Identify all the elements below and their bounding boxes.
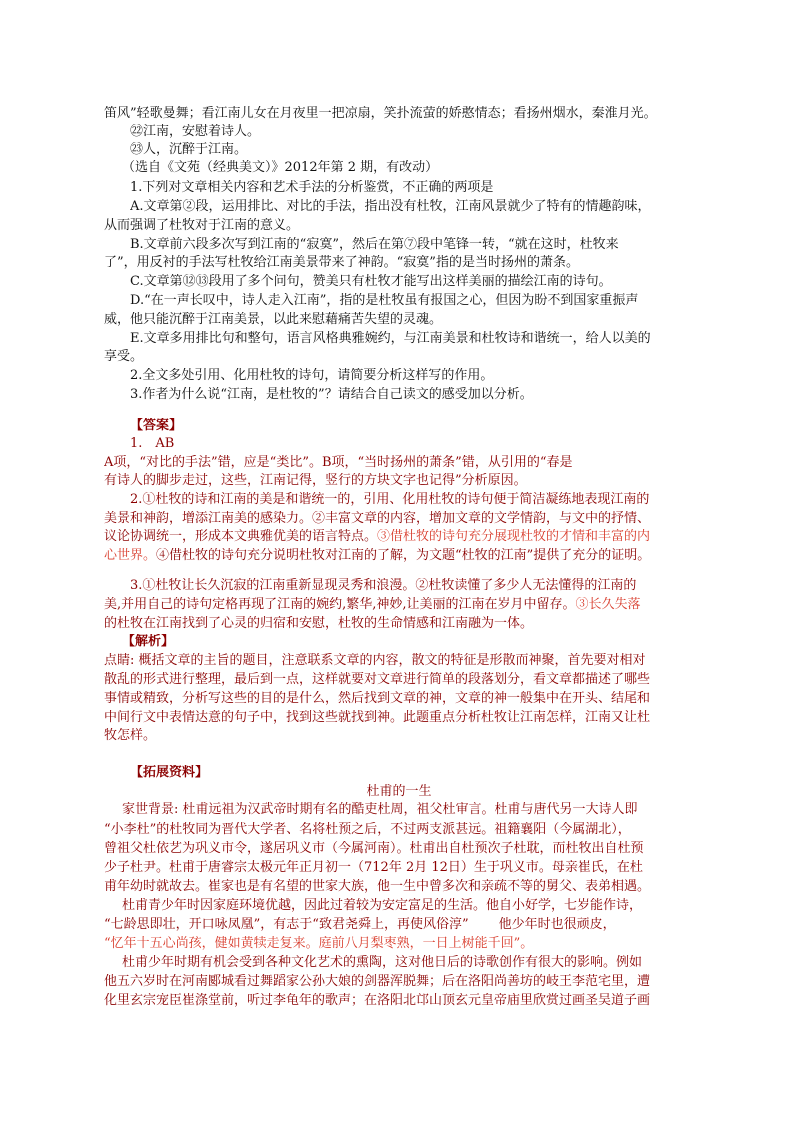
option-d-cont: 威，他只能沉醉于江南美景，以此来慰藉痛苦失望的灵魂。 [104,312,443,327]
extension-line: 杜甫青少年时因家庭环境优越，因此过着较为安定富足的生活。他自小好学，七岁能作诗， [122,898,643,913]
extension-line [104,917,694,933]
question-3: 3.作者为什么说“江南，是杜牧的”？请结合自己读文的感受加以分析。 [130,387,533,402]
answer-2-highlight: 心世界。 [104,548,157,563]
answer-2-segment: 议论协调统一，形成本文典雅优美的语言特点。 [104,529,378,544]
option-a-cont: 从而强调了杜牧对于江南的意义。 [104,218,300,233]
answer-3-segment: 美,并用自己的诗句定格再现了江南的婉约,繁华,神妙,让美丽的江南在岁月中留存。 [104,597,576,612]
answer-2-line [104,548,694,564]
answer-2-segment: ④借杜牧的诗句充分说明杜牧对江南的了解，为文题“杜牧的江南”提供了充分的证明。 [156,548,651,563]
extension-line: 少子杜尹。杜甫于唐睿宗太极元年正月初一（712年 2月 12日）生于巩义市。母亲崔氏，在杜 [104,860,643,875]
extension-line: 他五六岁时在河南郾城看过舞蹈家公孙大娘的剑器浑脱舞；后在洛阳尚善坊的岐王李范宅里，遭 [104,974,651,989]
answer-heading: 【答案】 [130,418,183,433]
extension-segment: “七龄思即壮，开口咏凤凰”，有志于“致君尧舜上，再使风俗淳” [104,917,469,932]
extension-line: 家世背景: 杜甫远祖为汉武帝时期有名的酷吏杜周，祖父杜审言。杜甫与唐代另一大诗人即 [122,802,638,817]
extension-segment: 他少年时也很顽皮， [498,917,616,932]
answer-2-line: 美景和神韵，增添江南美的感染力。②丰富文章的内容，增加文章的文学情韵，与文中的抒情、 [104,511,651,526]
answer-2-line: 2.①杜牧的诗和江南的美是和谐统一的，引用、化用杜牧的诗句便于简洁凝练地表现江南的 [130,492,650,507]
answer-2-highlight: ③借杜牧的诗句充分展现杜牧的才情和丰富的内 [377,529,651,544]
option-e: E.文章多用排比句和整句，语言风格典雅婉约，与江南美景和杜牧诗和谐统一，给人以美的 [130,331,651,346]
option-d: D.“在一声长叹中，诗人走入江南”，指的是杜牧虽有报国之心，但因为盼不到国家重振声 [130,293,639,308]
extension-title: 杜甫的一生 [366,784,432,799]
option-b: B.文章前六段多次写到江南的“寂寞”，然后在第⑦段中笔锋一转，“就在这时，杜牧来 [130,237,619,252]
option-a: A.文章第②段，运用排比、对比的手法，指出没有杜牧，江南风景就少了特有的情趣韵味， [130,199,651,214]
question-1: 1.下列对文章相关内容和艺术手法的分析鉴赏，不正确的两项是 [130,180,494,195]
analysis-line: 散乱的形式进行整理，最后到一点，这样就要对文章进行简单的段落划分，看文章都描述了哪些 [104,672,651,687]
answer-3-line: 的杜牧在江南找到了心灵的归宿和安慰，杜牧的生命情感和江南融为一体。 [104,616,534,631]
passage-line: ㉒江南，安慰着诗人。 [130,124,261,139]
passage-line: ㉓人，沉醉于江南。 [130,142,248,157]
passage-line: 笛风”轻歌曼舞；看江南儿女在月夜里一把凉扇，笑扑流萤的娇憨情态；看扬州烟水，秦淮月光。 [104,106,657,121]
answer-1: 1. AB [130,436,175,451]
extension-line: 曾祖父杜依艺为巩义市令，遂居巩义市（今属河南）。杜甫出自杜预次子杜耽，而杜牧出自杜预 [104,841,644,856]
answer-3-line: 3.①杜牧让长久沉寂的江南重新显现灵秀和浪漫。②杜牧读懂了多少人无法懂得的江南的 [130,578,637,593]
answer-3-line [104,597,694,613]
extension-line: 杜甫少年时期有机会受到各种文化艺术的熏陶，这对他日后的诗歌创作有很大的影响。例如 [122,955,643,970]
analysis-line: 点睛: 概括文章的主旨的题目，注意联系文章的内容，散文的特征是形散而神聚，首先要对相对 [104,653,646,668]
answer-2-line [104,529,694,545]
option-c: C.文章第⑫⑬段用了多个问句，赞美只有杜牧才能写出这样美丽的描绘江南的诗句。 [130,274,612,289]
extension-line: 甫年幼时就故去。崔家也是有名望的世家大族，他一生中曾多次和亲疏不等的舅父、表弟相遇。 [104,879,651,894]
option-b-cont: 了”，用反衬的手法写杜牧给江南美景带来了神韵。“寂寞”指的是当时扬州的萧条。 [104,255,579,270]
extension-poem-line: “忆年十五心尚孩，健如黄犊走复来。庭前八月梨枣熟，一日上树能千回”。 [104,936,534,951]
passage-source: （选自《文苑（经典美文）》2012年第 2 期，有改动） [122,160,439,175]
answer-1-line: 有诗人的脚步走过，这些，江南记得，竖行的方块文字也记得”分析原因。 [104,473,527,488]
question-2: 2.全文多处引用、化用杜牧的诗句，请简要分析这样写的作用。 [130,368,494,383]
extension-line: “小李杜”的杜牧同为晋代大学者、名将杜预之后，不过两支派甚远。祖籍襄阳（今属湖北）， [104,822,631,837]
option-e-cont: 享受。 [104,349,144,364]
analysis-line: 中间行文中表情达意的句子中，找到这些就找到神。此题重点分析杜牧让江南怎样，江南又让杜 [104,710,651,725]
analysis-heading: 【解析】 [122,634,175,649]
extension-line: 化里玄宗宠臣崔涤堂前，听过李龟年的歌声；在洛阳北邙山顶玄元皇帝庙里欣赏过画圣吴道子画 [104,993,651,1008]
answer-3-highlight: ③长久失落 [575,597,641,612]
answer-1-line: A项，“对比的手法”错，应是“类比”。B项，“当时扬州的萧条”错，从引用的“春是 [104,455,573,470]
analysis-line: 事情或精致，分析写这些的目的是什么，然后找到文章的神，文章的神一般集中在开头、结尾和 [104,691,651,706]
analysis-line: 牧怎样。 [104,728,157,743]
extension-heading: 【拓展资料】 [130,765,209,780]
